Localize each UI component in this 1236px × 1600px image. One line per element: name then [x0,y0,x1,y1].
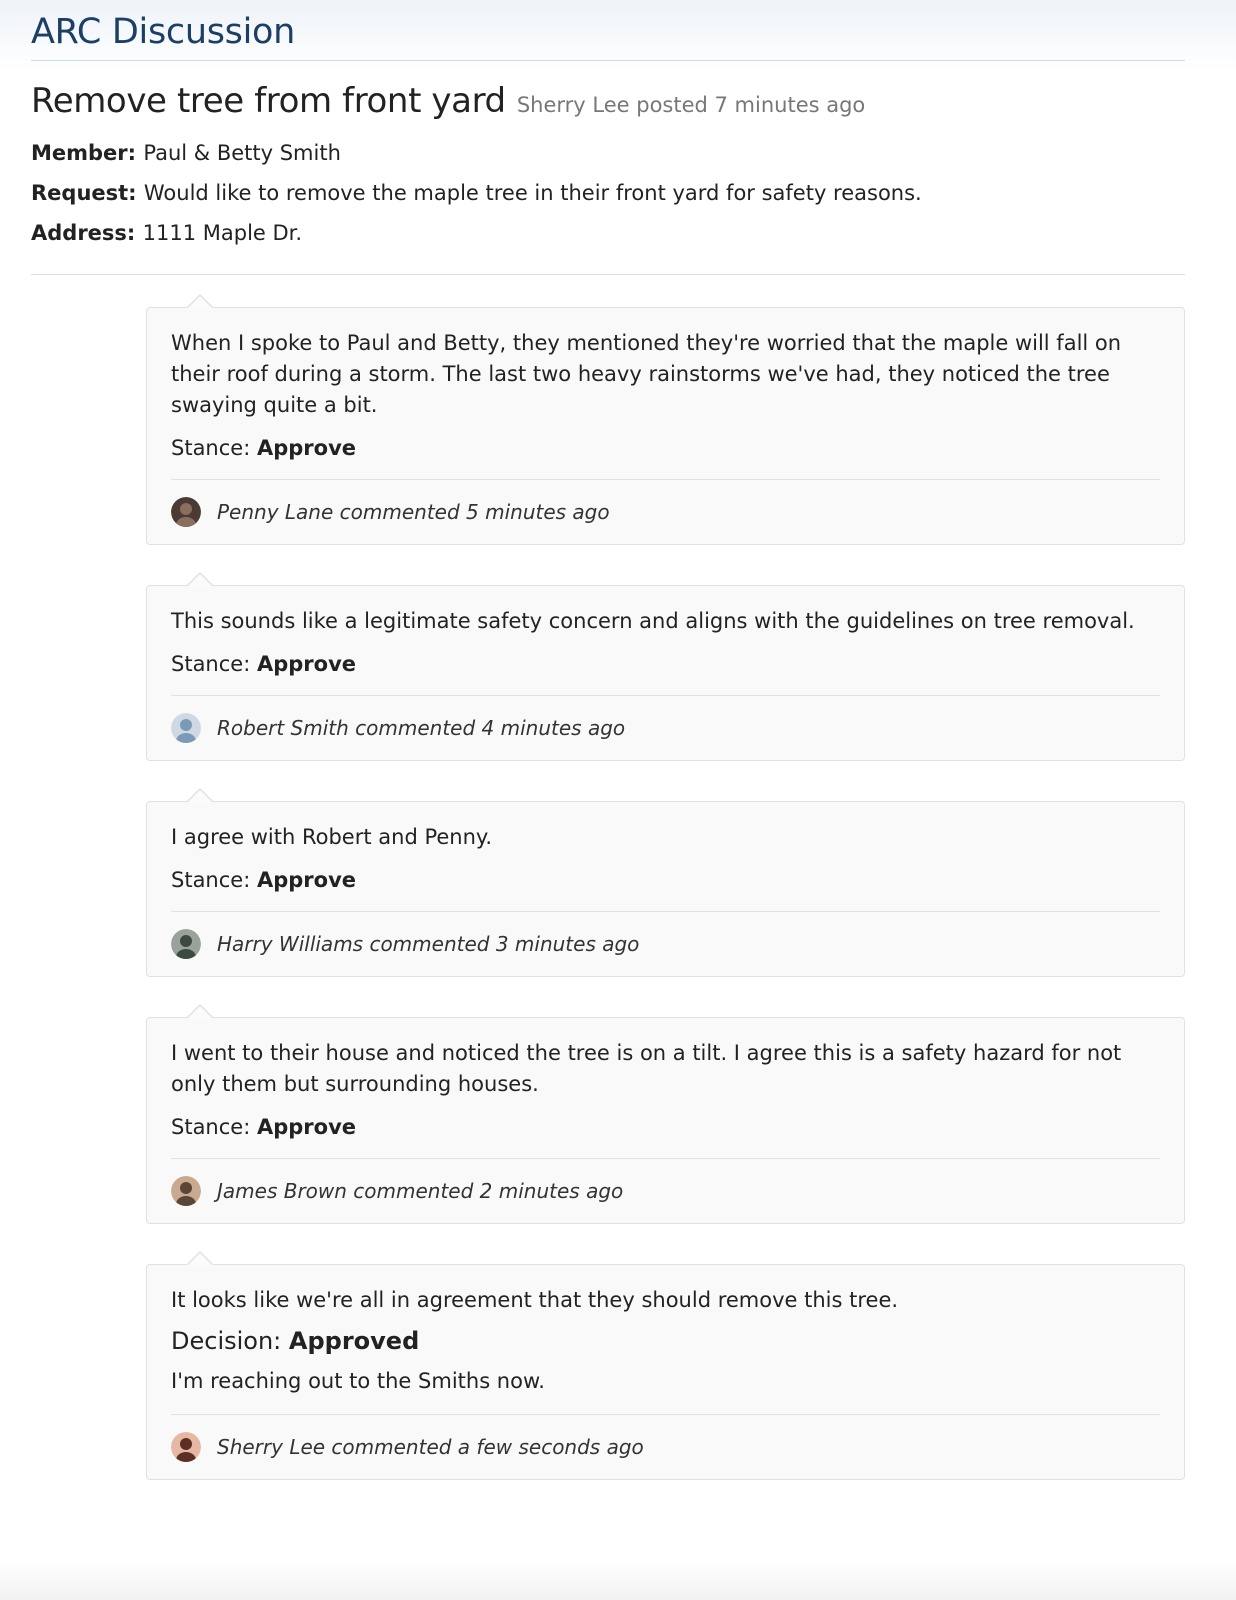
comment-footer [171,1414,1160,1479]
decision-label: Decision: [171,1327,282,1355]
stance-label: Stance: [171,652,251,676]
comment-byline: James Brown commented 2 minutes ago [217,1179,624,1203]
comment-card [146,585,1185,761]
page [31,0,1185,1480]
stance-value: Approve [256,868,357,892]
stance-label: Stance: [171,868,251,892]
request-label: Request: [31,181,137,205]
address-value: 1111 Maple Dr. [142,221,303,245]
request-value: Would like to remove the maple tree in their front yard for safety reasons. [143,181,922,205]
comment-byline: Penny Lane commented 5 minutes ago [217,500,610,524]
comment-card [146,307,1185,545]
member-value: Paul & Betty Smith [143,141,341,165]
decision [171,1326,1160,1356]
request-field [31,180,1185,206]
stance-value: Approve [256,1115,357,1139]
comment-footer [171,695,1160,760]
avatar[interactable] [171,713,201,743]
comment-footer [171,479,1160,544]
stance [171,435,1160,461]
avatar[interactable] [171,1176,201,1206]
comment-body: When I spoke to Paul and Betty, they mentioned they're worried that the maple will fall on their roof during a storm. The last two heavy rainstorms we've had, they noticed the tree swaying quite a bit. [171,331,1122,417]
decision-followup: I'm reaching out to the Smiths now. [171,1369,545,1393]
topic-meta: Sherry Lee posted 7 minutes ago [516,93,866,117]
member-label: Member: [31,141,137,165]
address-label: Address: [31,221,136,245]
avatar[interactable] [171,929,201,959]
member-field [31,140,1185,166]
comment-byline: Harry Williams commented 3 minutes ago [217,932,640,956]
stance [171,651,1160,677]
decision-value: Approved [288,1327,420,1355]
avatar[interactable] [171,1432,201,1462]
stance-label: Stance: [171,436,251,460]
comment-card [146,1017,1185,1224]
comment-footer [171,1158,1160,1223]
stance-value: Approve [256,652,357,676]
page-title: ARC Discussion [31,10,1185,61]
avatar[interactable] [171,497,201,527]
stance-label: Stance: [171,1115,251,1139]
comment-card [146,801,1185,977]
comment-list [31,307,1185,1480]
stance-value: Approve [256,436,357,460]
comment-card-decision [146,1264,1185,1480]
comment-byline: Sherry Lee commented a few seconds ago [217,1435,644,1459]
topic-header [31,81,1185,127]
address-field [31,220,1185,246]
stance [171,1114,1160,1140]
comment-byline: Robert Smith commented 4 minutes ago [217,716,626,740]
stance [171,867,1160,893]
topic-title: Remove tree from front yard [31,81,506,121]
comment-body: I agree with Robert and Penny. [171,825,493,849]
comment-footer [171,911,1160,976]
comment-body: It looks like we're all in agreement that they should remove this tree. [171,1288,899,1312]
comment-body: I went to their house and noticed the tree is on a tilt. I agree this is a safety hazard for not only them but surrounding houses. [171,1041,1122,1096]
divider [31,274,1185,275]
comment-body: This sounds like a legitimate safety concern and aligns with the guidelines on tree removal. [171,609,1135,633]
